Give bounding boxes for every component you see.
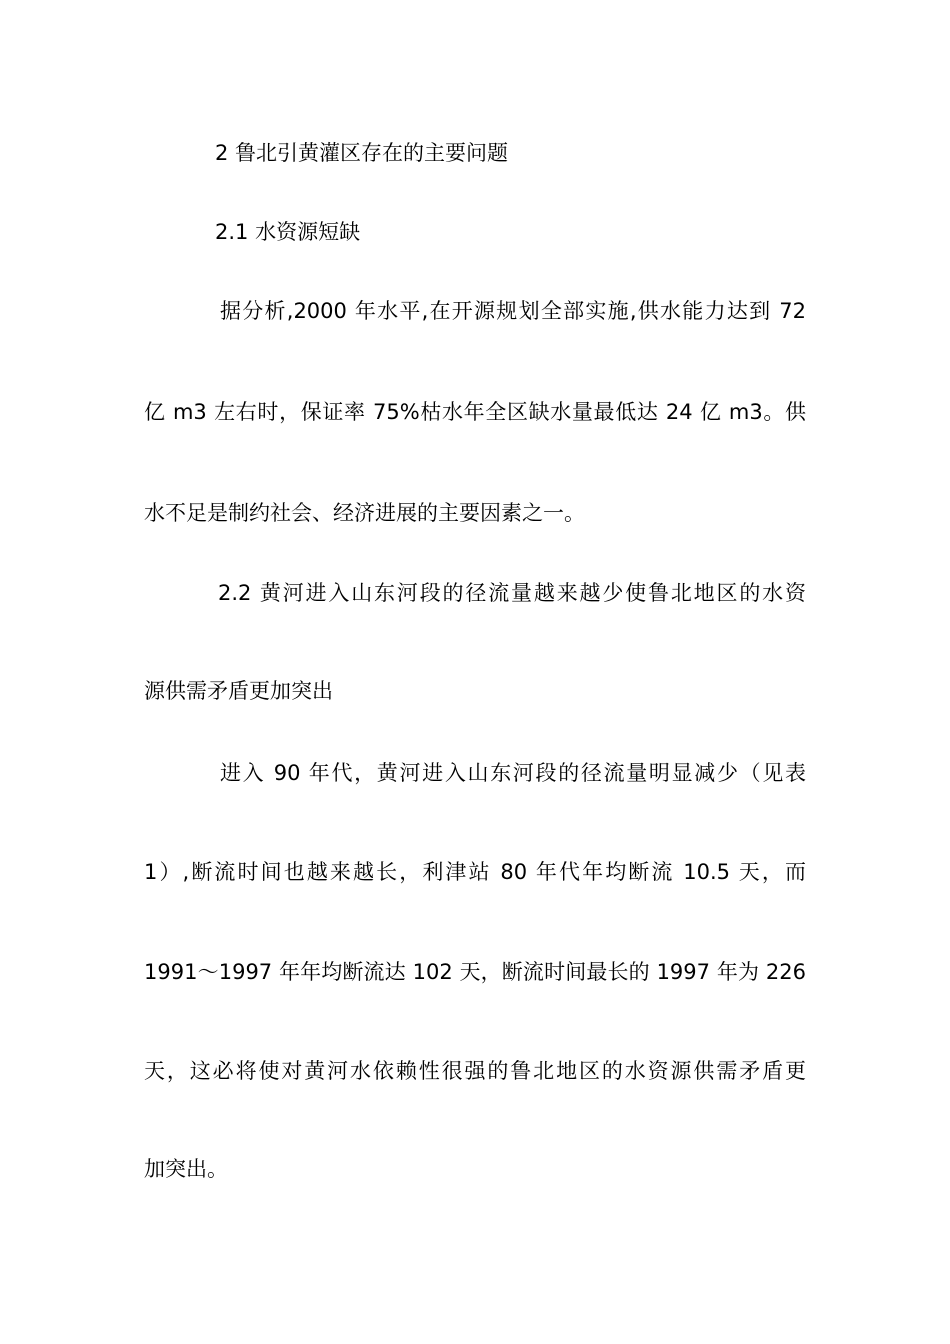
- subsection-heading-2-2-line-1: 2.2 黄河进入山东河段的径流量越来越少使鲁北地区的水资: [218, 581, 806, 605]
- subsection-heading-2-1: 2.1 水资源短缺: [215, 220, 361, 244]
- section-heading-2: 2 鲁北引黄灌区存在的主要问题: [215, 141, 509, 165]
- paragraph-2-2-line-3: 1991～1997 年年均断流达 102 天，断流时间最长的 1997 年为 226: [144, 960, 806, 984]
- paragraph-2-2-line-1: 进入 90 年代，黄河进入山东河段的径流量明显减少（见表: [220, 761, 806, 785]
- paragraph-2-1-line-3: 水不足是制约社会、经济进展的主要因素之一。: [144, 501, 585, 525]
- subsection-heading-2-2-line-2: 源供需矛盾更加突出: [144, 679, 333, 703]
- paragraph-2-1-line-1: 据分析,2000 年水平,在开源规划全部实施,供水能力达到 72: [220, 299, 806, 323]
- paragraph-2-2-line-2: 1）,断流时间也越来越长，利津站 80 年代年均断流 10.5 天，而: [144, 860, 806, 884]
- paragraph-2-2-line-4: 天，这必将使对黄河水依赖性很强的鲁北地区的水资源供需矛盾更: [144, 1059, 806, 1083]
- paragraph-2-2-line-5: 加突出。: [144, 1157, 228, 1181]
- paragraph-2-1-line-2: 亿 m3 左右时，保证率 75%枯水年全区缺水量最低达 24 亿 m3。供: [144, 400, 806, 424]
